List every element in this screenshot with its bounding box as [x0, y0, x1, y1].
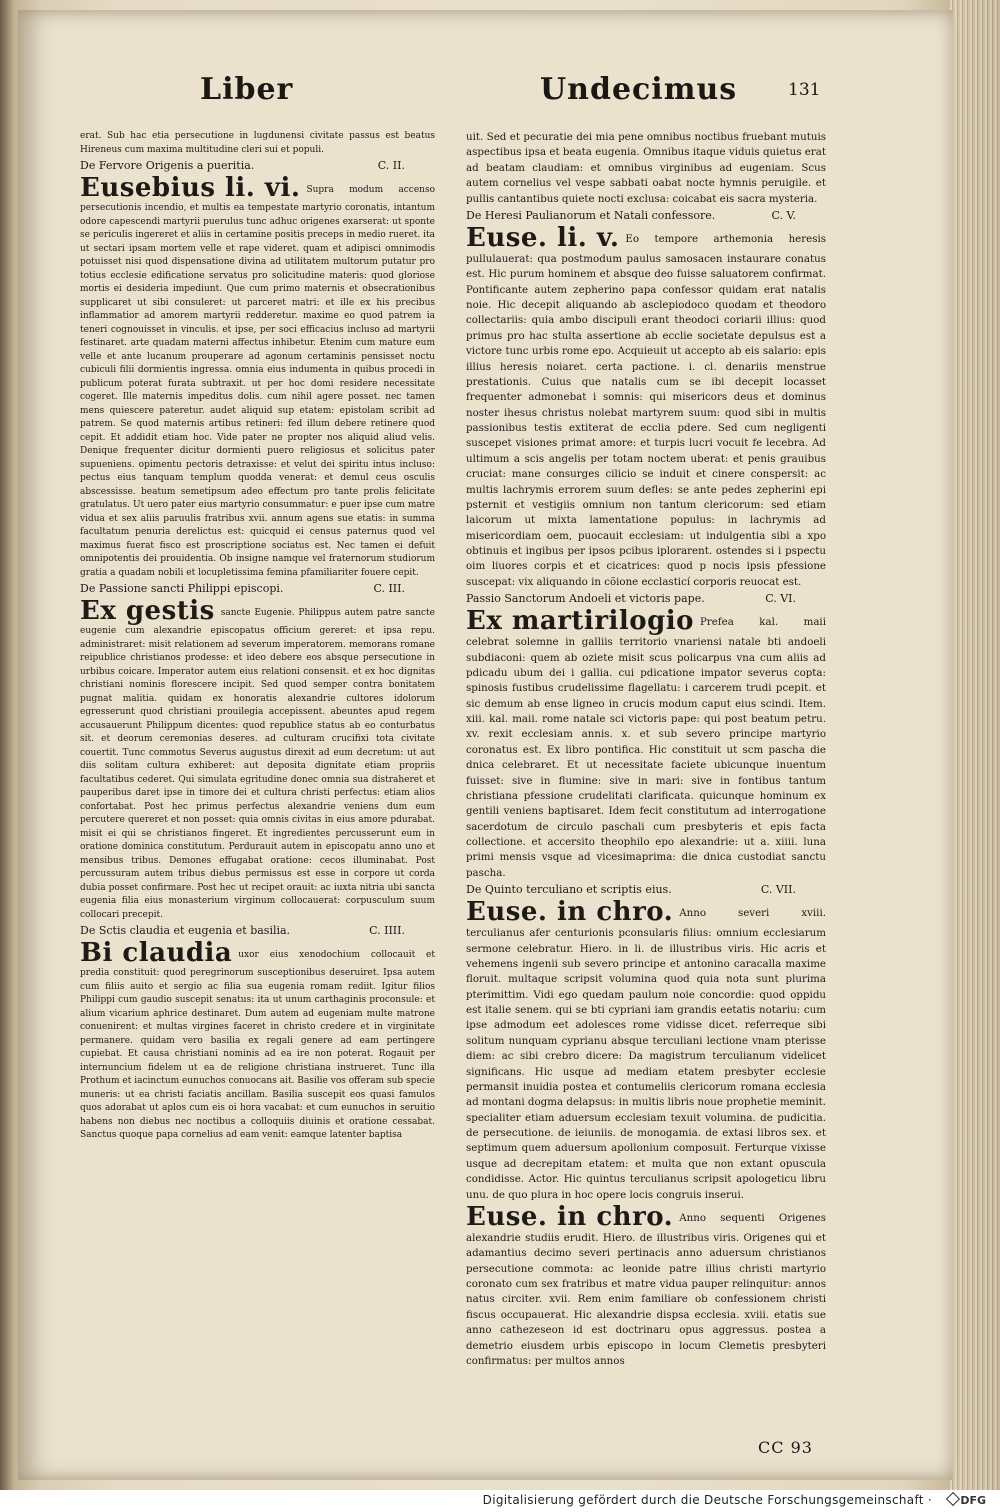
source-initial: Euse. in chro. [466, 1201, 674, 1232]
source-initial: Bi claudia [80, 938, 233, 968]
chapter-number: C. IIII. [369, 924, 405, 937]
chapter-heading [466, 590, 826, 607]
chapter-heading [80, 922, 435, 939]
chapter-title: Passio Sanctorum Andoeli et victoris pape. [466, 592, 705, 606]
chapter-number: C. II. [377, 159, 405, 172]
paragraph-text: Eo tempore arthemonia heresis pullulauerat: qua postmodum paulus samosacen instaurare conatus est. Hic purum hominem et absque deo fuisse saluatorem confirmat. Pontificante autem zepherino papa confessor quidam erat natalis noie. Hic decepit aliquando ab asclepiodoco quodam et theodoro collectariis: quia ambo discipuli erant theodoci coriarii illius: quod primus pro hac stulta assertione ab ecclie societate depulsus est a victore tunc urbis rome epo. Acquieuit ut accepto ab eis salario: epis illius heresis noiaret. certa pactione. i. cl. denariis menstrue prestationis. Cuius que natalis cum se ibi decepit locasset frequenter admonebat i somnis: qui misericors deus et dominus noster ihesus christus nolebat martyrem suum: quod sibi in multis passionibus testis extiterat de ecclia pdere. Sed cum negligenti suscepet visiones primat amore: et turpis lucri vocuit fe lecebra. Ad ultimum a scis angelis per totam noctem uberat: et penis grauibus cruciat: mane consurges cilicio se induit et cinere conspersit: ac multis lachrymis errorem suum defles: se ante pedes zepherini epi psternit et vestigiis omnium non tantum clericorum: sed etiam laicorum ut mixta lamentatione populus: in lachrymis ad misericordiam oem, puocauit ecclesiam: ut indulgentia sibi a xpo obtinuis et ingibus per ipsos pcibus iplorarent. ostendes si i pspectu oim liuores corpis et et cicatrices: quod p nocis ipsis pfessione suscepat: vix aliquando in cõione ecclasticí corporis reuocat est. [466, 232, 826, 588]
paragraph-text: Anno sequenti Origenes alexandrie studiis erudit. Hiero. de illustribus viris. Origenes qui et adamantius decimo severi pertinacis anno aduersum christianos persecutione commota: ac leonide patre illius christi martyrio coronato cum sex fratribus et matre vidua pauper relinquitur: annos natus circiter. xvii. Rem enim familiare ob confessionem christi fiscus occupauerat. Hic alexandrie dispsa ecclesia. xviii. etatis sue anno cathezeseon id est doctrinaru opus aggressus. postea a demetrio eiusdem urbis episcopo in locum Clemetis presbyteri confirmatus: per multos annos [466, 1211, 826, 1367]
text-paragraph [80, 174, 435, 580]
footer-bar [0, 1490, 1000, 1512]
dfg-logo-icon [946, 1492, 960, 1506]
text-paragraph [466, 898, 826, 1203]
right-column [466, 130, 826, 1369]
source-initial: Ex gestis [80, 596, 215, 626]
paragraph-text: uxor eius xenodochium collocauit et predia constituit: quod peregrinorum susceptionibus deseruiret. Ipsa autem cum filiis auito et sergio ac filia sua eugenia romam rediit. Igitur filios Philippi cum gaudio suscepit senatus: ita ut unum carthaginis proconsule: et alium vicarium aphrice destinaret. Dum autem ad eugeniam multe matrone conuenirent: et multas virgines faceret in christo credere et in virginitate permanere. quidam vero basilia ex regali genere ad eam pertingere cupiebat. Et causa christiani nominis ad ea ire non poterat. Rogauit per internuncium fidelem ut ea de religione christiana instrueret. Tunc illa Prothum et iacinctum eunuchos conuocans ait. Basilie vos offeram sub specie muneris: ut ea christi faciatis ancillam. Basilia suscepit eos quasi famulos quos adorabat ut aplos cum eis oi hora vacabat: et cum eunuchos in seruitio habens non diebus nec noctibus a colloquiis diuinis et oratione cessabat. Sanctus quoque papa cornelius ad eam venit: eamque latenter baptisa [80, 950, 435, 1140]
page-edges [950, 0, 1000, 1490]
chapter-heading [80, 580, 435, 597]
paragraph-text: uit. Sed et pecuratie dei mia pene omnibus noctibus fruebant mutuis aspectibus ipsa et beata eugenia. Omnibus itaque viduis quietus erat ad beatam claudiam: et omnibus virginibus ad eugeniam. Scus autem cornelius vel vespe sabbati oabat nocte hymnis peruigile. et pullis cantantibus quiete nocti exclusa: coicabat eis sacra mysteria. [466, 131, 826, 205]
source-initial: Ex martirilogio [466, 606, 695, 637]
paragraph-text: Prefea kal. maii celebrat solemne in galliis territorio vnariensi natale bti andoeli subdiaconi: quem ab oziete misit scus policarpus vna cum aliis ad pdicadu ubum dei i gallia. cui pdicatione impator severus copta: spinosis fustibus crudelissime flagellatu: i carcerem trudi pcepit. et sic demum ab ense ligneo in crucis modum caput eius scindi. Item. xiii. kal. maii. rome natale sci victoris pape: qui post beatum petru. xv. rexit ecclesiam annis. x. et sub severo principe martyrio coronatus est. Ex libro pontifica. Hic constituit ut scm pascha die dnica celebraret. Et ut necessitate faciete ubicunque inuentum fuisset: sive in flumine: sive in mari: sive in fontibus tantum christiana pfessione crudelitati clarificata. quicunque hominum ex gentili veniens baptisaret. Idem fecit constitutum ad interrogatione sacerdotum de circulo paschali cum presbyteris et epis facta collectione. et accersito theophilo epo alexandrie: ut a. xiiii. luna primi mensis vsque ad vicesimaprima: die dnica custodiat sanctu pascha. [466, 616, 826, 879]
signature-mark: CC 93 [758, 1438, 813, 1457]
running-head-right: Undecimus [540, 72, 738, 107]
chapter-title: De Fervore Origenis a pueritia. [80, 159, 255, 172]
text-paragraph [466, 607, 826, 881]
chapter-heading [466, 881, 826, 898]
text-paragraph [80, 597, 435, 922]
text-paragraph [466, 224, 826, 590]
running-head [18, 72, 953, 122]
chapter-title: De Sctis claudia et eugenia et basilia. [80, 924, 291, 937]
running-head-left: Liber [200, 72, 294, 107]
dfg-logo-text: DFG [960, 1494, 986, 1507]
paragraph-text: erat. Sub hac etia persecutione in lugdunensi civitate passus est beatus Hireneus cum maxima multitudine cleri sui et populi. [80, 131, 435, 155]
chapter-number: C. VI. [765, 592, 796, 606]
paragraph-text: Anno severi xviii. terculianus afer centurionis pconsularis filius: omnium ecclesiarum sermone celebratur. Hiero. in li. de illustribus viris. Hic acris et vehemens ingenii sub severo principe et antonino caracalla maxime floruit. multaque scripsit volumina quod quia nota sunt plurima pterimittim. Vidi ego quedam paulum noie concordie: quod oppidu est italie senem. qui se bti cypriani iam grandis eetatis notariu: cum ipse admodum eet adolesces rome vidisse dicet. referreque sibi solitum nunquam cyprianu absque terculiani lectione vnam pterisse diem: ac sibi crebro dicere: Da magistrum terculianum videlicet significans. Hic usque ad mediam etatem presbyter ecclesie permansit inuidia postea et contumeliis clericorum romana ecclesia ad montani dogma delapsus: in multis libris noue prophetie meminit. specialiter etiam aduersum ecclesiam texuit volumina. de pudicitia. de persecutione. de ieiuniis. de monogamia. de extasi libros sex. et septimum quem aduersum apollonium composuit. Ferturque vixisse usque ad decrepitam etatem: et multa que non extant opuscula condidisse. Actor. Hic quintus terculianus scripsit apologeticu libru unu. de quo plura in hoc opere locis congruis inserui. [466, 907, 826, 1201]
chapter-number: C. III. [373, 582, 405, 595]
folio-number: 131 [788, 80, 821, 100]
source-initial: Eusebius li. vi. [80, 173, 301, 203]
text-paragraph [80, 939, 435, 1143]
source-initial: Euse. in chro. [466, 897, 674, 928]
text-paragraph [80, 130, 435, 157]
footer-credit: Digitalisierung gefördert durch die Deutsche Forschungsgemeinschaft · [482, 1493, 932, 1507]
source-initial: Euse. li. v. [466, 222, 620, 253]
chapter-title: De Heresi Paulianorum et Natali confessore. [466, 208, 716, 222]
chapter-title: De Passione sancti Philippi episcopi. [80, 582, 284, 595]
chapter-number: C. V. [771, 208, 796, 222]
left-column [80, 130, 435, 1143]
chapter-number: C. VII. [760, 883, 796, 897]
text-paragraph [466, 1203, 826, 1369]
paragraph-text: sancte Eugenie. Philippus autem patre sancte eugenie cum alexandrie episcopatus officium gereret: et ipsa repu. administraret: misit relationem ad severum imperatorem. memorans romane reipublice christianos prodesse: et ideo debere eos absque persecutione in urbibus coicare. Imperator autem eius relationi consensit. et ex hoc dignitas christiani nominis florescere incipit. Sed quod semper contra bonitatem pugnat malitia. quidam ex honoratis alexandrie cultores idolorum egresserunt quod christiani prouilegia accepissent. abeuntes apud regem accusauerunt Philippum dicentes: quod republice status ab eo conturbatus sit. et deorum ceremonias deseres. ad culturam crucifixi tota civitate couertit. Tunc commotus Severus augustus direxit ad eum decretum: ut aut diis solitam cultura exhiberet: aut deposita dignitate etiam propriis facultatibus cederet. Qui simulata egritudine donec omnia sua distraheret et pauperibus daret ipse in timore dei et cultura christi perfectus: etiam alios confortabat. Post hec primus perfectus alexandrie veniens dum eum percutere quereret et non posset: quia omnis civitas in eius amore pdurabat. misit ei qui se christianos fingeret. Et ingredientes percusserunt eum in oratione dominica constitutum. Perdurauit autem in episcopatu anno uno et mensibus tribus. Demones effugabat oratione: cecos illuminabat. Post percussuram autem tribus diebus permissus est esse in corpore ut corda dubia posset confirmare. Post hec ut recipet orauit: ac iuxta nitria ubi sancta eugenia filia eius monasterium virginum collocauerat: corpusculum suum collocari precepit. [80, 608, 435, 920]
chapter-heading [466, 207, 826, 224]
text-paragraph [466, 130, 826, 207]
paragraph-text: Supra modum accenso persecutionis incendio, et multis ea tempestate martyrio coronatis, intantum odore capescendi martyrii puerulus tunc adhuc origenes exarserat: ut sponte se periculis ingereret et aliis in certamine positis preceps in medio rueret. ita ut sectari ipsam mortem velle et rape videret. quam et adipisci omnimodis potuisset nisi quod dispensatione divina ad utilitatem multorum putatur pro totius ecclesie edificatione servatus pro solicitudine materis: quod gloriose mortis ei desideria impediunt. Que cum primo maternis et obsecrationibus supplicaret ut sibi consuleret: ut parceret matri: et ille ex his precibus inflammatior ad amorem martyrii redderetur. maxime eo quod patrem ia teneri cognouisset in vinculis. et ipse, per soci efficacius incluso ad martyrii festinaret. arte quadam materni affectus inhibetur. Etenim cum mature eum velle et ante lucanum prouperare ad agonum certaminis pensisset noctu cubiculi filii dormientis ingressa. omnia eius indumenta in quibus procedi in publicum poterat furata subtraxit. ut per hoc domi residere necessitate cogeret. Ille maternis impeditus dolis. cum nihil agere posset. nec tamen mens quiescere pateretur. audet aliquid sup etatem: epistolam scribit ad patrem. Se quod maternis artibus retineri: fed illum debere retinere quod cepit. Et addidit etiam hoc. Vide pater ne propter nos aliquid aliud velis. Denique frequenter dicitur dormienti puero religiosus et solicitus pater supueniens. opimentu pectoris detraxisse: et velut dei spiritu intus incluso: pectus eius tanquam templum quodda venerat: et demul ceus osculis abscessisse. beatum semetipsum adeo effectum pro tante prolis felicitate gratulatus. Ut uero pater eius martyrio consummatur: e puer ipse cum matre vidua et sex aliis paruulis fratribus xvii. annum agens sue etatis: in summa facultatum penuria derelictus est: quicquid ei census paternus quod vel maximus fuerat fisco est proscriptione sociatus est. Nec tamen ei defuit omnipotentis dei prouidentia. Ob insigne namque vel fraternorum studiorum gratia a quadam nobili et locupletissima femina pfamiliariter fouere cepit. [80, 185, 435, 578]
book-page [18, 10, 953, 1480]
dfg-logo [948, 1494, 986, 1507]
chapter-title: De Quinto terculiano et scriptis eius. [466, 883, 672, 897]
chapter-heading [80, 157, 435, 174]
